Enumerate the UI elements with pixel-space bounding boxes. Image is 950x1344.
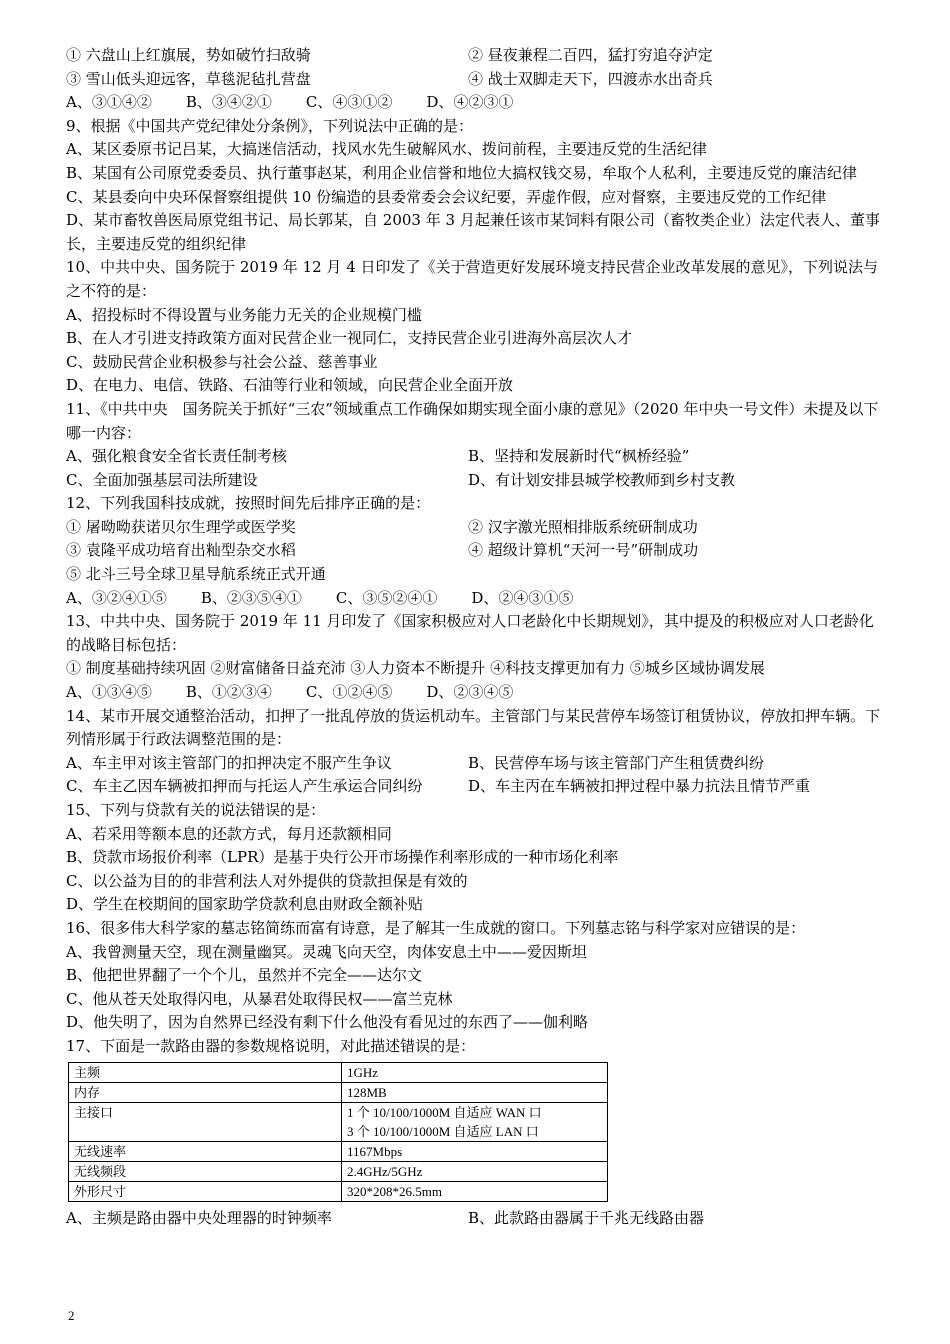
q11-stem: 11、《中共中央 国务院关于抓好“三农”领域重点工作确保如期实现全面小康的意见》（2020 年中央一号文件）未提及以下哪一内容： xyxy=(66,399,879,442)
question-15 xyxy=(66,799,886,917)
question-13 xyxy=(66,610,886,704)
q12-options xyxy=(66,587,886,611)
q15-option-b: B、贷款市场报价利率（LPR）是基于央行公开市场操作利率形成的一种市场化利率 xyxy=(66,848,619,867)
table-row xyxy=(69,1141,608,1161)
table-row xyxy=(69,1161,608,1181)
q13-stem: 13、中共中央、国务院于 2019 年 11 月印发了《国家积极应对人口老龄化中长期规划》，其中提及的积极应对人口老龄化的战略目标包括： xyxy=(66,612,874,654)
q17-stem: 17、下面是一款路由器的参数规格说明，对此描述错误的是： xyxy=(66,1036,476,1055)
q16-option-c: C、他从苍天处取得闪电，从暴君处取得民权——富兰克林 xyxy=(66,989,453,1008)
q11-options-row-1 xyxy=(66,445,886,469)
spec-value: 128MB xyxy=(342,1082,608,1102)
q14-stem: 14、某市开展交通整治活动，扣押了一批乱停放的货运机动车。主管部门与某民营停车场签订租赁协议，停放扣押车辆。下列情形属于行政法调整范围的是： xyxy=(66,706,881,749)
question-17 xyxy=(66,1035,886,1230)
q12-stem: 12、下列我国科技成就，按照时间先后排序正确的是： xyxy=(66,494,431,513)
q14-options-row-2 xyxy=(66,775,886,799)
q10-option-c: C、鼓励民营企业积极参与社会公益、慈善事业 xyxy=(66,352,378,371)
q9-option-b: B、某国有公司原党委委员、执行董事赵某，利用企业信誉和地位大搞权钱交易，牟取个人私利，主要违反党的廉洁纪律 xyxy=(66,163,858,182)
q8-item-3: ③ 雪山低头迎远客，草毯泥毡扎营盘 xyxy=(66,69,311,88)
q12-option-a: A、③②④①⑤ xyxy=(66,588,167,607)
q12-items-row-2 xyxy=(66,539,886,563)
q8-items-row-2 xyxy=(66,68,886,92)
q8-option-c: C、④③①② xyxy=(305,93,393,112)
exam-page xyxy=(66,44,886,1230)
spec-key: 外形尺寸 xyxy=(69,1181,342,1201)
q12-item-3: ③ 袁隆平成功培育出籼型杂交水稻 xyxy=(66,541,296,560)
spec-key: 内存 xyxy=(69,1082,342,1102)
q14-option-d: D、车主丙在车辆被扣押过程中暴力抗法且情节严重 xyxy=(468,777,811,796)
q11-option-b: B、坚持和发展新时代“枫桥经验” xyxy=(468,447,690,466)
q13-option-a: A、①③④⑤ xyxy=(66,683,152,702)
q14-option-c: C、车主乙因车辆被扣押而与托运人产生承运合同纠纷 xyxy=(66,777,423,796)
question-9 xyxy=(66,115,886,257)
q17-option-b: B、此款路由器属于千兆无线路由器 xyxy=(468,1208,705,1227)
q8-item-2: ② 昼夜兼程二百四，猛打穷追夺泸定 xyxy=(468,46,713,64)
q12-option-c: C、③⑤②④① xyxy=(335,588,438,607)
q11-option-a: A、强化粮食安全省长责任制考核 xyxy=(66,447,287,466)
q8-item-4: ④ 战士双脚走天下，四渡赤水出奇兵 xyxy=(468,69,713,88)
q10-option-d: D、在电力、电信、铁路、石油等行业和领域，向民营企业全面开放 xyxy=(66,376,514,395)
q12-item-1: ① 屠呦呦获诺贝尔生理学或医学奖 xyxy=(66,517,296,536)
q12-item-5: ⑤ 北斗三号全球卫星导航系统正式开通 xyxy=(66,565,326,584)
table-row xyxy=(69,1062,608,1082)
q11-options-row-2 xyxy=(66,469,886,493)
q9-option-c: C、某县委向中央环保督察组提供 10 份编造的县委常委会会议纪要，弄虚作假，应对督察，主要违反党的工作纪律 xyxy=(66,187,827,206)
question-10 xyxy=(66,256,886,398)
q17-options-row-1 xyxy=(66,1207,886,1231)
q8-options xyxy=(66,91,886,115)
q8-option-b: B、③④②① xyxy=(185,93,272,112)
table-row xyxy=(69,1102,608,1141)
q9-stem: 9、根据《中国共产党纪律处分条例》，下列说法中正确的是： xyxy=(66,116,474,135)
q12-option-b: B、②③⑤④① xyxy=(200,588,302,607)
q12-option-d: D、②④③①⑤ xyxy=(471,588,574,607)
question-14 xyxy=(66,705,886,799)
q10-option-b: B、在人才引进支持政策方面对民营企业一视同仁，支持民营企业引进海外高层次人才 xyxy=(66,329,633,348)
q11-option-c: C、全面加强基层司法所建设 xyxy=(66,470,258,489)
q13-option-b: B、①②③④ xyxy=(185,683,272,702)
q15-option-a: A、若采用等额本息的还款方式，每月还款额相同 xyxy=(66,824,392,843)
q12-item-4: ④ 超级计算机“天河一号”研制成功 xyxy=(468,541,699,560)
q10-option-a: A、招投标时不得设置与业务能力无关的企业规模门槛 xyxy=(66,305,422,324)
q14-options-row-1 xyxy=(66,752,886,776)
q15-option-d: D、学生在校期间的国家助学贷款利息由财政全额补贴 xyxy=(66,895,424,914)
table-row xyxy=(69,1082,608,1102)
spec-key: 主接口 xyxy=(69,1102,342,1141)
spec-value-line: 3 个 10/100/1000M 自适应 LAN 口 xyxy=(347,1123,539,1139)
spec-value xyxy=(342,1102,608,1141)
q13-items: ① 制度基础持续巩固 ②财富储备日益充沛 ③人力资本不断提升 ④科技支撑更加有力 ⑤城乡区域协调发展 xyxy=(66,659,765,678)
spec-value-line: 1 个 10/100/1000M 自适应 WAN 口 xyxy=(347,1104,542,1120)
table-row xyxy=(69,1181,608,1201)
q15-stem: 15、下列与贷款有关的说法错误的是： xyxy=(66,801,326,819)
spec-key: 无线速率 xyxy=(69,1141,342,1161)
q14-option-a: A、车主甲对该主管部门的扣押决定不服产生争议 xyxy=(66,753,392,772)
router-spec-table xyxy=(68,1062,608,1202)
q9-option-a: A、某区委原书记吕某，大搞迷信活动，找风水先生破解风水、拨问前程，主要违反党的生活纪律 xyxy=(66,140,707,159)
q12-item-2: ② 汉字激光照相排版系统研制成功 xyxy=(468,517,698,536)
q8-items-row-1 xyxy=(66,44,886,68)
q13-option-d: D、②③④⑤ xyxy=(426,683,514,702)
spec-value: 1GHz xyxy=(342,1062,608,1082)
question-12 xyxy=(66,492,886,610)
q16-option-a: A、我曾测量天空，现在测量幽冥。灵魂飞向天空，肉体安息土中——爱因斯坦 xyxy=(66,942,587,961)
q15-option-c: C、以公益为目的的非营利法人对外提供的贷款担保是有效的 xyxy=(66,871,468,890)
q10-stem: 10、中共中央、国务院于 2019 年 12 月 4 日印发了《关于营造更好发展环境支持民营企业改革发展的意见》，下列说法与之不符的是： xyxy=(66,258,879,300)
q14-option-b: B、民营停车场与该主管部门产生租赁费纠纷 xyxy=(468,753,765,772)
q11-option-d: D、有计划安排县城学校教师到乡村支教 xyxy=(468,470,736,489)
spec-key: 无线频段 xyxy=(69,1161,342,1181)
question-8-continued xyxy=(66,44,886,115)
q8-option-d: D、④②③① xyxy=(426,93,514,112)
question-16 xyxy=(66,917,886,1035)
q8-option-a: A、③①④② xyxy=(66,93,152,112)
spec-value: 2.4GHz/5GHz xyxy=(342,1161,608,1181)
spec-value: 320*208*26.5mm xyxy=(342,1181,608,1201)
q12-items-row-1 xyxy=(66,516,886,540)
q9-option-d: D、某市畜牧兽医局原党组书记、局长郭某，自 2003 年 3 月起兼任该市某饲料有限公司（畜牧类企业）法定代表人、董事长，主要违反党的组织纪律 xyxy=(66,211,880,253)
q13-options xyxy=(66,681,886,705)
q8-item-1: ① 六盘山上红旗展，势如破竹扫敌骑 xyxy=(66,46,311,64)
q16-option-d: D、他失明了，因为自然界已经没有剩下什么他没有看见过的东西了——伽利略 xyxy=(66,1013,589,1032)
q16-stem: 16、很多伟大科学家的墓志铭简练而富有诗意，是了解其一生成就的窗口。下列墓志铭与科学家对应错误的是： xyxy=(66,918,806,937)
q17-option-a: A、主频是路由器中央处理器的时钟频率 xyxy=(66,1208,332,1227)
page-number: 2 xyxy=(68,1308,75,1323)
spec-value: 1167Mbps xyxy=(342,1141,608,1161)
q16-option-b: B、他把世界翻了一个个儿，虽然并不完全——达尔文 xyxy=(66,966,423,985)
spec-key: 主频 xyxy=(69,1062,342,1082)
question-11 xyxy=(66,398,886,492)
q13-option-c: C、①②④⑤ xyxy=(305,683,393,702)
